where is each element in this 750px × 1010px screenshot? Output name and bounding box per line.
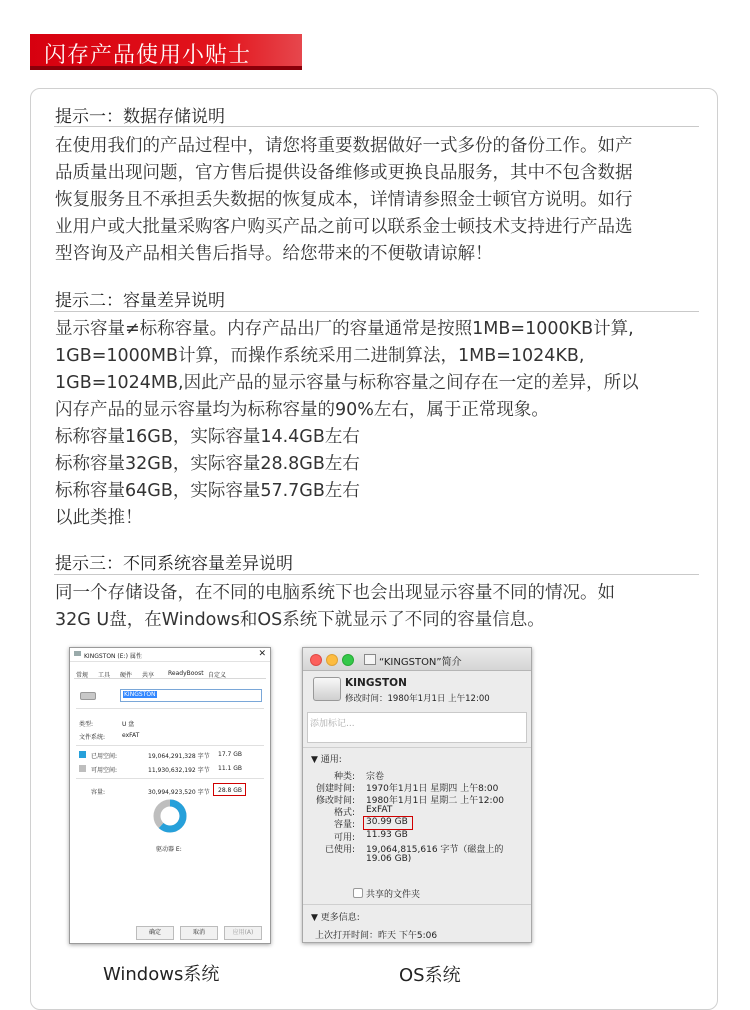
divider [303,747,531,748]
divider [303,904,531,905]
cancel-button[interactable]: 取消 [180,926,218,940]
section-2-heading: 提示二：容量差异说明 [55,291,225,311]
section-3-text: 同一个存储设备，在不同的电脑系统下也会出现显示容量不同的情况。如 32G U盘，在Windows和OS系统下就显示了不同的容量信息。 [55,583,615,630]
usb-drive-icon [80,692,96,700]
modified-label: 修改时间: [315,796,355,806]
disk-icon [313,677,341,701]
shared-folder-label: 共享的文件夹 [366,890,421,900]
kind-label: 种类: [333,772,355,782]
section-2-text: 显示容量≠标称容量。内存产品出厂的容量通常是按照1MB=1000KB计算, 1GB=1000MB计算，而操作系统采用二进制算法，1MB=1024KB, 1GB=1024MB,因此产品的显示容量与标称容量之间存在一定的差异，所以 闪存产品的显示容量均为标称容量的90%左右，属于正常现象。 标称容量16GB，实际容量14.4GB左右 标称容量32GB，实际容量28.8GB左右 标称容量64GB，实际容量57.7GB左右 以此类推！ [55,319,639,528]
capacity-label: 容量: [333,820,355,830]
free-space-swatch [79,765,86,772]
type-label: 类型: [79,721,94,728]
divider [76,745,264,746]
close-dot[interactable] [310,654,322,666]
windows-properties-dialog [69,647,271,944]
fs-label: 文件系统: [79,734,106,741]
capacity-bytes: 30,994,923,520 字节 [148,789,210,796]
divider [76,778,264,779]
available-value: 11.93 GB [366,830,408,840]
zoom-dot[interactable] [342,654,354,666]
tab-sharing[interactable]: 共享 [142,672,155,679]
used-size: 17.7 GB [218,751,243,758]
apply-button[interactable]: 应用(A) [224,926,262,940]
modified-value: 1980年1月1日 星期二 上午12:00 [366,796,505,806]
tab-tools[interactable]: 工具 [98,672,111,679]
tags-input[interactable]: 添加标记... [307,712,527,743]
drive-icon [364,654,376,665]
capacity-value: 30.99 GB [366,817,408,827]
available-label: 可用: [333,833,355,843]
type-value: U 盘 [122,721,135,728]
minimize-dot[interactable] [326,654,338,666]
section-1-divider [54,126,699,127]
created-label: 创建时间: [315,784,355,794]
volume-name: KINGSTON [345,677,407,689]
window-titlebar [70,648,270,662]
window-title: “KINGSTON”简介 [379,657,462,668]
last-opened: 上次打开时间：昨天 下午5:06 [315,931,438,941]
volume-name-input[interactable]: KINGSTON [120,689,262,702]
free-label: 可用空间: [91,767,118,774]
page-title: 闪存产品使用小贴士 [44,43,252,68]
shared-folder-checkbox[interactable] [353,888,363,898]
used-value: 19,064,815,616 字节（磁盘上的 [366,845,504,855]
used-label: 已使用: [324,845,355,855]
drive-icon [74,651,81,656]
tab-hardware[interactable]: 硬件 [120,672,133,679]
usage-donut-chart [152,798,188,834]
ok-button[interactable]: 确定 [136,926,174,940]
section-3-divider [54,574,699,575]
used-bytes: 19,064,291,328 字节 [148,753,210,760]
created-value: 1970年1月1日 星期四 上午8:00 [366,784,499,794]
format-label: 格式: [333,808,355,818]
windows-caption: Windows系统 [103,964,220,985]
format-value: ExFAT [366,805,393,815]
window-title: KINGSTON (E:) 属性 [84,653,142,660]
mac-info-dialog [302,647,532,943]
section-2-divider [54,311,699,312]
tab-bar [74,668,266,679]
free-size: 11.1 GB [218,765,243,772]
divider [76,708,264,709]
used-value-cont: 19.06 GB) [366,854,412,864]
mac-caption: OS系统 [399,965,461,986]
section-1-text: 在使用我们的产品过程中，请您将重要数据做好一式多份的备份工作。如产 品质量出现问题，官方售后提供设备维修或更换良品服务，其中不包含数据 恢复服务且不承担丢失数据的恢复成本，详情请参照金士顿官方说明。如行 业用户或大批量采购客户购买产品之前可以联系金士顿技术支持进行产品选 型咨询及产品相关售后指导。给您带来的不便敬请谅解！ [55,136,633,264]
capacity-label: 容量: [91,789,106,796]
tab-general[interactable]: 常规 [76,672,89,679]
general-disclosure[interactable]: ▼ 通用: [311,755,342,765]
more-info-disclosure[interactable]: ▼ 更多信息: [311,913,360,923]
tab-customize[interactable]: 自定义 [208,672,227,679]
capacity-size: 28.8 GB [218,787,243,794]
window-titlebar [303,648,531,671]
section-1-heading: 提示一：数据存储说明 [55,107,225,127]
tab-readyboost[interactable]: ReadyBoost [168,670,204,677]
fs-value: exFAT [122,732,140,739]
kind-value: 宗卷 [366,772,385,782]
free-bytes: 11,930,632,192 字节 [148,767,210,774]
used-space-swatch [79,751,86,758]
modified-time: 修改时间：1980年1月1日 上午12:00 [345,694,490,704]
used-label: 已用空间: [91,753,118,760]
drive-label: 驱动器 E: [156,846,182,853]
section-3-heading: 提示三：不同系统容量差异说明 [55,554,293,574]
close-icon[interactable]: ✕ [258,649,266,659]
